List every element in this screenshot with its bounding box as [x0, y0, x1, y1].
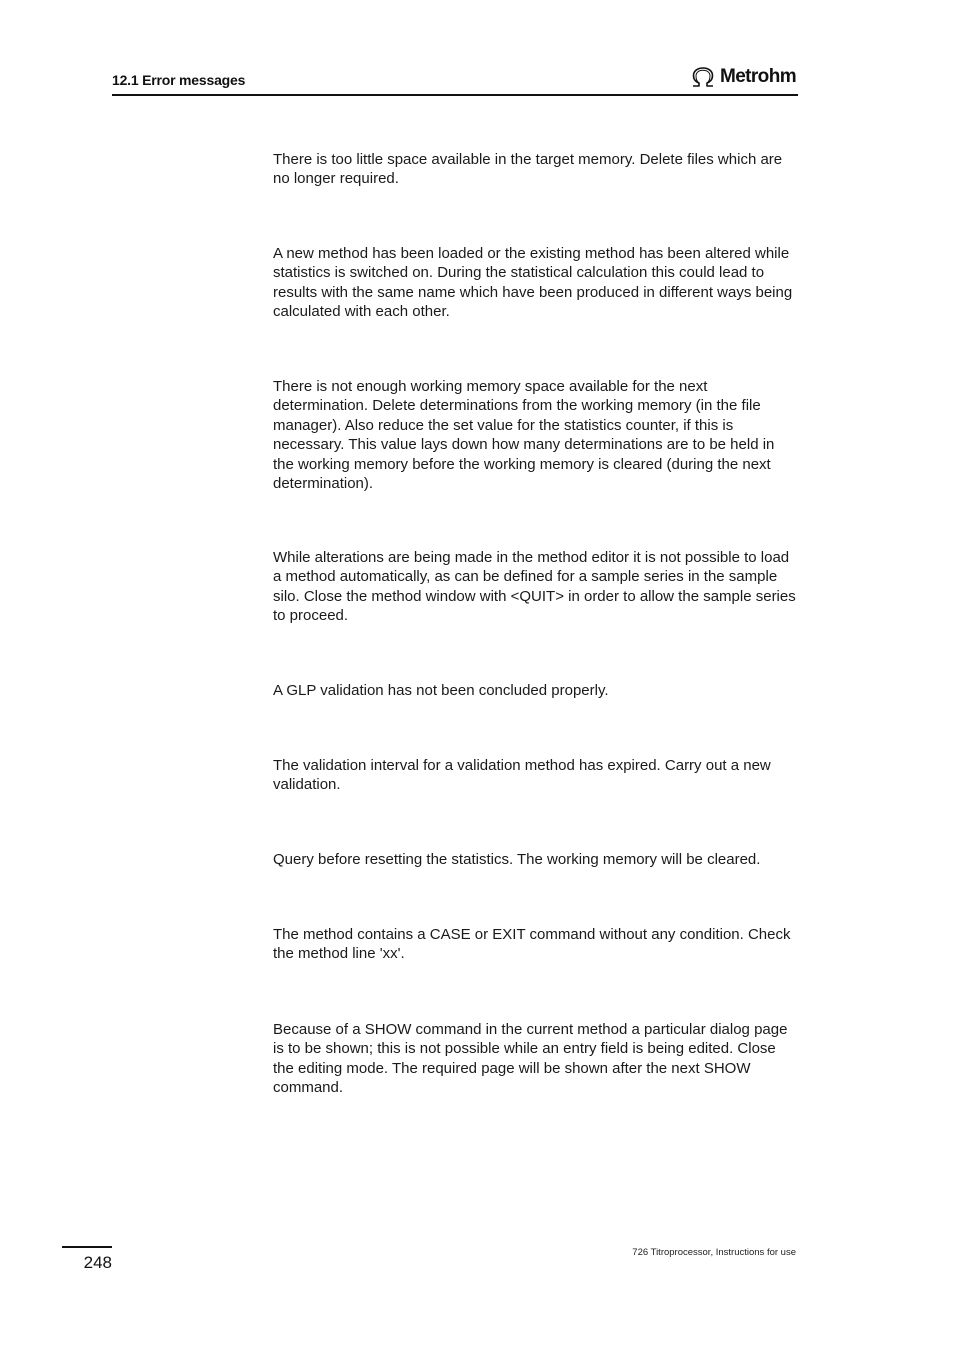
error-description: There is not enough working memory space available for the next determination. Delete determinations from the working memory (in the file manager). Also reduce the set value for the statistics counter, if this is necessary. This value lays down how many determinations are to be held in the working memory before the working memory is cleared (during the next determination). [273, 378, 775, 493]
section-title: 12.1 Error messages [112, 72, 246, 88]
error-description: Query before resetting the statistics. The working memory will be cleared. [273, 851, 761, 868]
document-reference: 726 Titroprocessor, Instructions for use [632, 1247, 796, 1258]
brand-logo [690, 66, 796, 88]
omega-logo-icon [690, 66, 716, 88]
error-description: The method contains a CASE or EXIT command without any condition. Check the method line 'xx'. [273, 926, 791, 963]
error-description: A new method has been loaded or the existing method has been altered while statistics is switched on. During the statistical calculation this could lead to results with the same name which have been produced in different ways being calculated with each other. [273, 245, 793, 321]
error-description: While alterations are being made in the method editor it is not possible to load a method automatically, as can be defined for a sample series in the sample silo. Close the method window with <QUIT> in order to allow the sample series to proceed. [273, 549, 796, 625]
error-description: The validation interval for a validation method has expired. Carry out a new validation. [273, 757, 771, 794]
error-description: Because of a SHOW command in the current method a particular dialog page is to be shown; this is not possible while an entry field is being edited. Close the editing mode. The required page will be shown after the next SHOW command. [273, 1021, 788, 1097]
brand-name: Metrohm [719, 66, 796, 87]
page-header [112, 66, 798, 96]
page-number: 248 [62, 1246, 112, 1273]
error-description: A GLP validation has not been concluded properly. [273, 682, 609, 699]
error-description: There is too little space available in the target memory. Delete files which are no longer required. [273, 151, 783, 188]
